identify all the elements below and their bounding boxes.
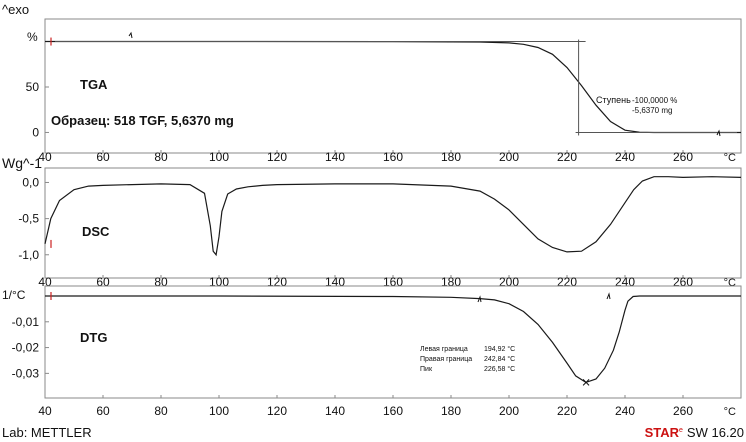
y-tick-label: 0: [32, 125, 39, 140]
x-tick-label: 120: [266, 275, 288, 289]
series-label: DTG: [80, 330, 108, 345]
x-tick-label: 180: [440, 404, 462, 418]
right-limit-label: Правая граница: [420, 356, 473, 363]
software-brand: [645, 425, 744, 440]
x-tick-label: 60: [96, 150, 110, 164]
step-percent: -100,0000 %: [632, 96, 678, 105]
panel-dtg: [2, 286, 741, 418]
x-unit-label: °C: [723, 152, 736, 164]
y-unit-label: %: [27, 30, 38, 44]
x-tick-label: 220: [556, 275, 578, 289]
x-tick-label: 200: [498, 150, 520, 164]
x-unit-label: °C: [723, 406, 736, 418]
y-tick-label: 0,0: [22, 175, 39, 190]
x-tick-label: 40: [38, 404, 52, 418]
peak-label: Пик: [420, 366, 433, 373]
x-tick-label: 140: [324, 150, 346, 164]
y-tick-label: -0,02: [11, 340, 39, 355]
software-version: SW 16.20: [686, 425, 744, 440]
right-limit-value: 242,84 °C: [484, 356, 516, 363]
x-tick-label: 40: [38, 275, 52, 289]
x-tick-label: 160: [382, 404, 404, 418]
sample-label: Образец: 518 TGF, 5,6370 mg: [51, 113, 234, 128]
x-tick-label: 100: [208, 150, 230, 164]
integration-end-mark: [717, 131, 720, 136]
x-tick-label: 120: [266, 150, 288, 164]
left-limit-label: Левая граница: [420, 346, 468, 353]
x-unit-label: °C: [723, 277, 736, 289]
x-tick-label: 100: [208, 404, 230, 418]
lab-label: Lab: METTLER: [2, 425, 92, 440]
x-tick-label: 100: [208, 275, 230, 289]
series-label: TGA: [80, 77, 108, 92]
panel-dsc: [2, 155, 741, 289]
software-brand-mark: e: [679, 427, 683, 434]
y-tick-label: -0,03: [11, 366, 39, 381]
x-tick-label: 200: [498, 404, 520, 418]
x-tick-label: 260: [672, 150, 694, 164]
x-tick-label: 200: [498, 275, 520, 289]
x-tick-label: 40: [38, 150, 52, 164]
step-title: Ступень: [596, 95, 631, 105]
x-tick-label: 240: [614, 404, 636, 418]
left-limit-value: 194,92 °C: [484, 346, 516, 353]
plot-frame: [45, 286, 741, 398]
y-tick-label: -1,0: [18, 247, 39, 262]
x-tick-label: 260: [672, 404, 694, 418]
x-tick-label: 160: [382, 275, 404, 289]
left-limit-marker: [478, 297, 481, 302]
software-brand-name: STAR: [644, 425, 679, 440]
x-tick-label: 160: [382, 150, 404, 164]
series-line-dsc: [45, 177, 741, 255]
series-line-dtg: [45, 296, 741, 382]
x-tick-label: 140: [324, 275, 346, 289]
x-tick-label: 80: [154, 150, 168, 164]
right-limit-marker: [607, 294, 610, 299]
y-tick-label: -0,5: [18, 211, 39, 226]
integration-start-mark: [129, 33, 132, 38]
x-tick-label: 180: [440, 150, 462, 164]
x-tick-label: 180: [440, 275, 462, 289]
x-tick-label: 120: [266, 404, 288, 418]
x-tick-label: 80: [154, 404, 168, 418]
x-tick-label: 220: [556, 404, 578, 418]
x-tick-label: 240: [614, 275, 636, 289]
y-tick-label: 50: [25, 80, 39, 94]
x-tick-label: 220: [556, 150, 578, 164]
exo-direction-label: ^exo: [2, 2, 30, 17]
series-label: DSC: [82, 224, 110, 239]
x-tick-label: 260: [672, 275, 694, 289]
x-tick-label: 140: [324, 404, 346, 418]
peak-value: 226,58 °C: [484, 366, 516, 373]
x-tick-label: 240: [614, 150, 636, 164]
x-tick-label: 80: [154, 275, 168, 289]
x-tick-label: 60: [96, 404, 110, 418]
y-tick-label: -0,01: [11, 314, 39, 329]
x-tick-label: 60: [96, 275, 110, 289]
y-unit-label: 1/°C: [2, 288, 26, 302]
panel-tga: [26, 19, 741, 164]
y-unit-label: Wg^-1: [2, 155, 43, 171]
peak-marker: [583, 379, 589, 385]
step-mass: -5,6370 mg: [632, 106, 673, 115]
